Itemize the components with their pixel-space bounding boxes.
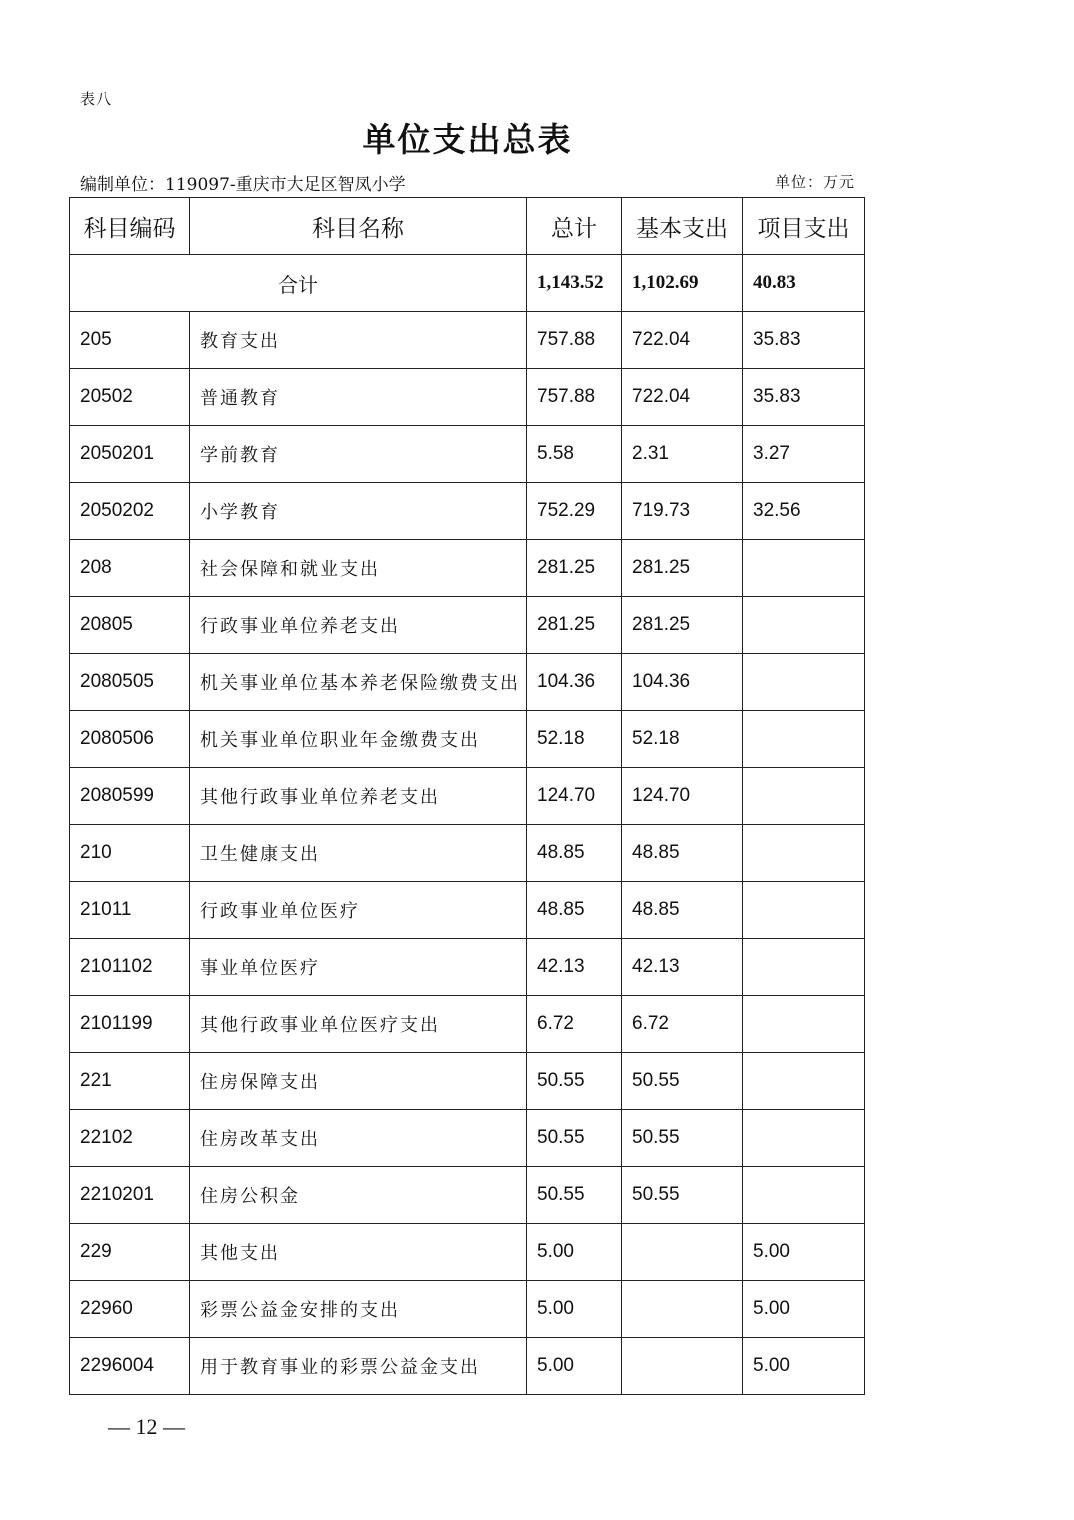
row-code: 2210201	[70, 1167, 190, 1224]
row-name: 机关事业单位职业年金缴费支出	[190, 711, 527, 768]
row-name: 住房保障支出	[190, 1053, 527, 1110]
row-name: 机关事业单位基本养老保险缴费支出	[190, 654, 527, 711]
row-basic	[622, 1224, 743, 1281]
total-project: 40.83	[743, 255, 865, 312]
row-code: 2080599	[70, 768, 190, 825]
row-basic: 2.31	[622, 426, 743, 483]
table-row	[70, 1224, 865, 1281]
row-total: 50.55	[527, 1110, 622, 1167]
row-code: 21011	[70, 882, 190, 939]
row-project	[743, 1110, 865, 1167]
row-code: 2296004	[70, 1338, 190, 1395]
total-label: 合计	[70, 255, 527, 312]
header-name: 科目名称	[190, 198, 527, 255]
row-code: 210	[70, 825, 190, 882]
table-row	[70, 312, 865, 369]
total-basic: 1,102.69	[622, 255, 743, 312]
row-basic: 124.70	[622, 768, 743, 825]
table-label: 表八	[80, 90, 113, 108]
row-project: 5.00	[743, 1281, 865, 1338]
row-name: 其他行政事业单位医疗支出	[190, 996, 527, 1053]
row-basic	[622, 1338, 743, 1395]
row-total: 42.13	[527, 939, 622, 996]
row-code: 22102	[70, 1110, 190, 1167]
row-code: 20805	[70, 597, 190, 654]
row-name: 其他行政事业单位养老支出	[190, 768, 527, 825]
total-sum: 1,143.52	[527, 255, 622, 312]
page-title: 单位支出总表	[362, 120, 573, 159]
row-basic: 50.55	[622, 1110, 743, 1167]
row-basic: 48.85	[622, 825, 743, 882]
row-project	[743, 939, 865, 996]
row-basic: 52.18	[622, 711, 743, 768]
row-basic: 50.55	[622, 1053, 743, 1110]
row-total: 5.00	[527, 1281, 622, 1338]
expenditure-summary-table	[69, 197, 865, 1395]
row-total: 50.55	[527, 1053, 622, 1110]
table-row	[70, 540, 865, 597]
table-row	[70, 1053, 865, 1110]
row-basic: 104.36	[622, 654, 743, 711]
row-total: 48.85	[527, 825, 622, 882]
row-code: 205	[70, 312, 190, 369]
row-code: 20502	[70, 369, 190, 426]
row-project: 35.83	[743, 369, 865, 426]
table-row	[70, 654, 865, 711]
table-row	[70, 1281, 865, 1338]
row-name: 其他支出	[190, 1224, 527, 1281]
row-name: 行政事业单位医疗	[190, 882, 527, 939]
row-total: 757.88	[527, 312, 622, 369]
row-basic: 719.73	[622, 483, 743, 540]
row-basic: 722.04	[622, 369, 743, 426]
table-row	[70, 597, 865, 654]
row-total: 281.25	[527, 540, 622, 597]
table-row	[70, 711, 865, 768]
table-row	[70, 825, 865, 882]
row-name: 卫生健康支出	[190, 825, 527, 882]
row-basic: 6.72	[622, 996, 743, 1053]
table-row	[70, 1110, 865, 1167]
table-row	[70, 1167, 865, 1224]
table-row	[70, 996, 865, 1053]
row-project	[743, 711, 865, 768]
row-project	[743, 825, 865, 882]
row-basic: 281.25	[622, 597, 743, 654]
row-total: 5.00	[527, 1224, 622, 1281]
table-row	[70, 1338, 865, 1395]
row-project: 5.00	[743, 1224, 865, 1281]
row-name: 普通教育	[190, 369, 527, 426]
unit-info-row	[80, 170, 855, 194]
row-total: 6.72	[527, 996, 622, 1053]
org-label: 编制单位：119097-重庆市大足区智凤小学	[80, 175, 406, 195]
table-row	[70, 882, 865, 939]
row-name: 住房公积金	[190, 1167, 527, 1224]
row-total: 48.85	[527, 882, 622, 939]
row-project: 3.27	[743, 426, 865, 483]
row-project: 32.56	[743, 483, 865, 540]
row-total: 757.88	[527, 369, 622, 426]
row-basic: 50.55	[622, 1167, 743, 1224]
row-project: 35.83	[743, 312, 865, 369]
row-project	[743, 768, 865, 825]
row-code: 2101102	[70, 939, 190, 996]
table-row	[70, 369, 865, 426]
row-project: 5.00	[743, 1338, 865, 1395]
row-name: 事业单位医疗	[190, 939, 527, 996]
page-number: — 12 —	[108, 1414, 185, 1439]
row-total: 52.18	[527, 711, 622, 768]
row-total: 104.36	[527, 654, 622, 711]
row-project	[743, 654, 865, 711]
header-code: 科目编码	[70, 198, 190, 255]
row-basic: 722.04	[622, 312, 743, 369]
row-name: 用于教育事业的彩票公益金支出	[190, 1338, 527, 1395]
row-code: 2080506	[70, 711, 190, 768]
row-project	[743, 882, 865, 939]
row-code: 221	[70, 1053, 190, 1110]
row-basic: 281.25	[622, 540, 743, 597]
row-project	[743, 540, 865, 597]
header-basic: 基本支出	[622, 198, 743, 255]
row-project	[743, 1167, 865, 1224]
row-name: 学前教育	[190, 426, 527, 483]
row-name: 行政事业单位养老支出	[190, 597, 527, 654]
table-header-row	[70, 198, 865, 255]
header-project: 项目支出	[743, 198, 865, 255]
row-name: 小学教育	[190, 483, 527, 540]
table-row	[70, 768, 865, 825]
row-code: 2080505	[70, 654, 190, 711]
row-basic	[622, 1281, 743, 1338]
table-row	[70, 426, 865, 483]
row-code: 2101199	[70, 996, 190, 1053]
row-name: 社会保障和就业支出	[190, 540, 527, 597]
row-total: 50.55	[527, 1167, 622, 1224]
row-basic: 42.13	[622, 939, 743, 996]
table-row	[70, 939, 865, 996]
row-code: 2050202	[70, 483, 190, 540]
row-total: 5.58	[527, 426, 622, 483]
row-project	[743, 1053, 865, 1110]
row-basic: 48.85	[622, 882, 743, 939]
row-total: 5.00	[527, 1338, 622, 1395]
row-code: 229	[70, 1224, 190, 1281]
row-total: 752.29	[527, 483, 622, 540]
row-project	[743, 996, 865, 1053]
unit-label: 单位：万元	[774, 173, 855, 191]
row-name: 教育支出	[190, 312, 527, 369]
row-project	[743, 597, 865, 654]
row-name: 彩票公益金安排的支出	[190, 1281, 527, 1338]
row-total: 124.70	[527, 768, 622, 825]
row-name: 住房改革支出	[190, 1110, 527, 1167]
row-code: 208	[70, 540, 190, 597]
row-code: 2050201	[70, 426, 190, 483]
total-row	[70, 255, 865, 312]
header-total: 总计	[527, 198, 622, 255]
row-code: 22960	[70, 1281, 190, 1338]
row-total: 281.25	[527, 597, 622, 654]
table-row	[70, 483, 865, 540]
